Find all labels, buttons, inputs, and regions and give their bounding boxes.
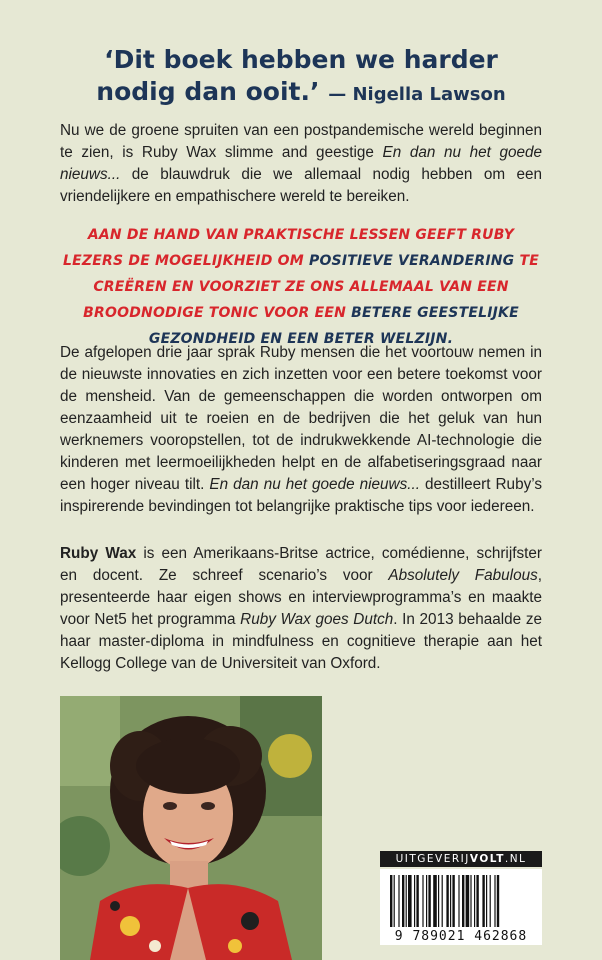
- callout-text-c: TE CREËREN EN VOORZIET ZE ONS ALLEMAAL VAN EEN BROODNODIGE TONIC VOOR EEN: [83, 253, 539, 321]
- barcode-bar: [433, 875, 437, 927]
- back-cover-quote: [0, 44, 602, 111]
- barcode-bar: [482, 875, 484, 927]
- barcode-bar: [390, 875, 392, 927]
- quote-line-2: [0, 76, 602, 111]
- barcode-bars: [380, 869, 542, 929]
- publisher-suffix: .NL: [504, 853, 527, 865]
- barcode-bar: [408, 875, 412, 927]
- barcode-bar: [446, 875, 448, 927]
- barcode-bar: [486, 875, 487, 927]
- barcode-bar: [494, 875, 495, 927]
- callout-text-a: AAN DE HAND VAN PRAKTISCHE LESSEN GEEFT RUBY LEZERS DE MOGELIJKHEID OM: [63, 227, 515, 269]
- quote-attribution: — Nigella Lawson: [328, 84, 506, 105]
- barcode-bar: [458, 875, 459, 927]
- barcode-bar: [416, 875, 418, 927]
- barcode-bar: [402, 875, 404, 927]
- quote-line-1: ‘Dit boek hebben we harder: [104, 45, 498, 74]
- barcode-bar: [438, 875, 439, 927]
- bio-title-2: Ruby Wax goes Dutch: [240, 611, 394, 628]
- publisher-label: [380, 851, 542, 867]
- intro-paragraph: [60, 120, 542, 208]
- publisher-brand: VOLT: [469, 853, 505, 865]
- author-bio-paragraph: [60, 543, 542, 675]
- barcode-bar: [450, 875, 451, 927]
- bio-text-c: . In 2013 behaalde ze haar master-diploma in mindfulness en cognitieve therapie aan het Kellogg College van de Universiteit van Oxford.: [60, 611, 542, 672]
- callout-emphasis-2: BETERE GEESTELIJKE GEZONDHEID EN EEN BETER WELZIJN.: [148, 305, 519, 347]
- barcode-bar: [462, 875, 464, 927]
- intro-book-title: En dan nu het goede nieuws...: [60, 144, 542, 183]
- barcode-bar: [414, 875, 415, 927]
- barcode-bar: [490, 875, 491, 927]
- barcode-digits: 9 789021 462868: [394, 929, 528, 944]
- barcode-bar: [422, 875, 423, 927]
- isbn-barcode: [380, 869, 542, 945]
- intro-text-a: Nu we de groene spruiten van een postpandemische wereld beginnen te zien, is Ruby Wax slimme and geestige: [60, 122, 542, 161]
- bio-text-a: is een Amerikaans-Britse actrice, comédienne, schrijfster en docent. Ze schreef scenario’s voor: [60, 545, 542, 584]
- barcode-bar: [466, 875, 470, 927]
- description-book-title: En dan nu het goede nieuws...: [209, 476, 420, 493]
- bio-text-b: , presenteerde haar eigen shows en interviewprogramma’s en maakte voor Net5 het programma: [60, 567, 542, 628]
- barcode-bar: [452, 875, 454, 927]
- bio-title-1: Absolutely Fabulous: [388, 567, 538, 584]
- barcode-bar: [442, 875, 443, 927]
- publisher-prefix: UITGEVERIJ: [395, 853, 470, 865]
- barcode-bar: [474, 875, 475, 927]
- description-text-a: De afgelopen drie jaar sprak Ruby mensen die het voortouw nemen in de nieuwste innovaties en zich inzetten voor een betere toekomst voor de mensheid. Van de gemeenschappen die worden ontworpen om eenzaamheid uit te roeien en de bedrijven die het geluk van hun werknemers vooropstellen, tot de indrukwekkende AI-technologie die kinderen met leermoeilijkheden helpt en de alfabetiseringsgraad naar een hoger niveau tilt.: [60, 344, 542, 493]
- callout-emphasis-1: POSITIEVE VERANDERING: [309, 253, 515, 269]
- barcode-bar: [476, 875, 478, 927]
- barcode-bar: [426, 875, 427, 927]
- barcode-bar: [428, 875, 430, 927]
- quote-line-2-text: nodig dan ooit.’: [96, 77, 320, 106]
- intro-text-b: de blauwdruk die we allemaal nodig hebben om een vriendelijkere en empathischere wereld te bereiken.: [60, 166, 542, 205]
- highlight-callout: [60, 222, 542, 352]
- description-paragraph: [60, 342, 542, 518]
- description-text-b: destilleert Ruby’s inspirerende bevindingen tot belangrijke praktische tips voor iedereen.: [60, 476, 542, 515]
- barcode-bar: [470, 875, 471, 927]
- barcode-bar: [398, 875, 399, 927]
- barcode-bar: [394, 875, 395, 927]
- author-name: Ruby Wax: [60, 545, 137, 562]
- barcode-bar: [497, 875, 499, 927]
- author-photo: [60, 696, 322, 960]
- barcode-bar: [406, 875, 407, 927]
